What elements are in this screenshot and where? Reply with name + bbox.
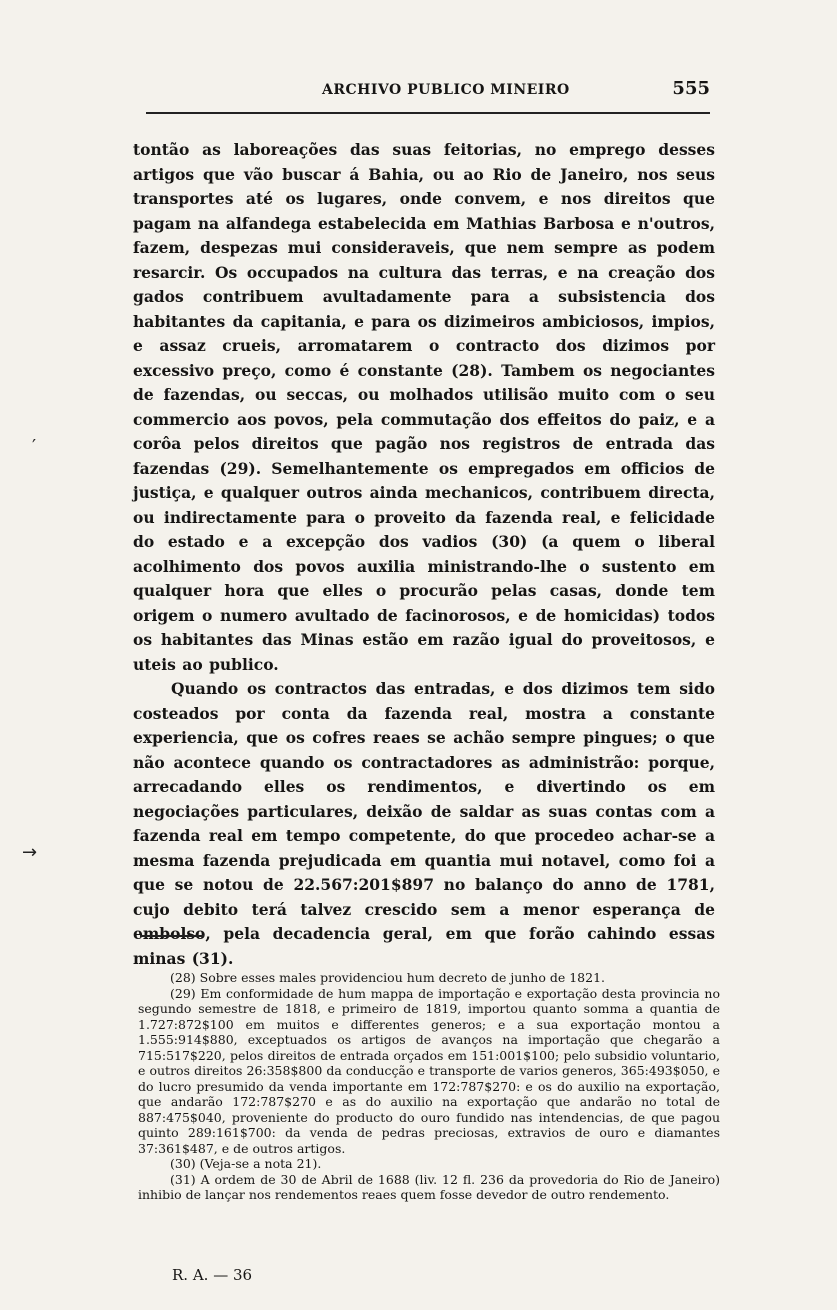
margin-mark-1: ′ [32,436,37,457]
paragraph-2: Quando os contractos das entradas, e dos dizimos tem sido costeados por conta da fazenda real, mostra a constante experiencia, que os cofres reaes se achão sempre pingues; o que não acontece quando os contractadores as administrão: porque, arrecadando elles os rendimentos, e divertindo os em negociações particulares, deixão de saldar as suas contas com a fazenda real em tempo competente, do que procedeo achar-se a mesma fazenda prejudicada em quantia mui notavel, como foi a que se notou de 22.567:201$897 no balanço do anno de 1781, cujo debito terá talvez crescido sem a menor esperança de embolso, pela decadencia geral, em que forão cahindo essas minas (31). [133,679,715,968]
page-number: 555 [672,78,710,99]
footnote-28: (28) Sobre esses males providenciou hum decreto de junho de 1821. [170,970,606,985]
header-rule [146,112,710,114]
footnote-29: (29) Em conformidade de hum mappa de importação e exportação desta provincia no segundo semestre de 1818, e primeiro de 1819, importou quanto somma a quantia de 1.727:872$100 em muitos e differentes generos; e a sua exportação montou a 1.555:914$880, exceptuados os artigos de avanços na importação que chegarão a 715:517$220, pelos direitos de entrada orçados em 151:001$100; pelo subsidio voluntario, e outros direitos 26:358$800 da conducção e transporte de varios generos, 365:493$050, e do lucro presumido da venda importante em 172:787$270: e os do auxilio na exportação, que andarão 172:787$270 e as do auxilio na exportação que andarão no total de 887:475$040, proveniente do producto do ouro fundido nas intendencias, de que pagou quinto 289:161$700: da venda de pedras preciosas, extravios de ouro e diamantes 37:361$487, e de outros artigos. [138,985,720,1156]
footnotes [138,970,720,1203]
margin-mark-2: → [22,842,38,863]
running-title: ARCHIVO PUBLICO MINEIRO [322,82,570,98]
paragraph-1: tontão as laboreações das suas feitorias, no emprego desses artigos que vão buscar á Bahia, ou ao Rio de Janeiro, nos seus transportes até os lugares, onde convem, e nos direitos que pagam na alfandega estabelecida em Mathias Barbosa e n'outros, fazem, despezas mui consideraveis, que nem sempre as podem resarcir. Os occupados na cultura das terras, e na creação dos gados contribuem avultadamente para a subsistencia dos habitantes da capitania, e para os dizimeiros ambiciosos, impios, e assaz crueis, arromatarem o contracto dos dizimos por excessivo preço, como é constante (28). Tambem os negociantes de fazendas, ou seccas, ou molhados utilisão muito com o seu commercio aos povos, pela commutação dos effeitos do paiz, e a corôa pelos direitos que pagão nos registros de entrada das fazendas (29). Semelhantemente os empregados em officios de justiça, e qualquer outros ainda mechanicos, contribuem directa, ou indirectamente para o proveito da fazenda real, e felicidade do estado e a excepção dos vadios (30) (a quem o liberal acolhimento dos povos auxilia ministrando-lhe o sustento em qualquer hora que elles o procurão pelas casas, donde tem origem o numero avultado de facinorosos, e de homicidas) todos os habitantes das Minas estão em razão igual do proveitosos, e uteis ao publico. [133,140,715,674]
body-text [133,138,715,971]
footnote-30: (30) (Veja-se a nota 21). [170,1156,322,1171]
footnote-31: (31) A ordem de 30 de Abril de 1688 (liv. 12 fl. 236 da provedoria do Rio de Janeiro) inhibio de lançar nos rendementos reaes quem fosse devedor de outro rendemento. [138,1171,720,1202]
signature-mark: R. A. — 36 [172,1266,253,1284]
page-header [140,80,710,106]
footnote-rule [140,935,204,937]
